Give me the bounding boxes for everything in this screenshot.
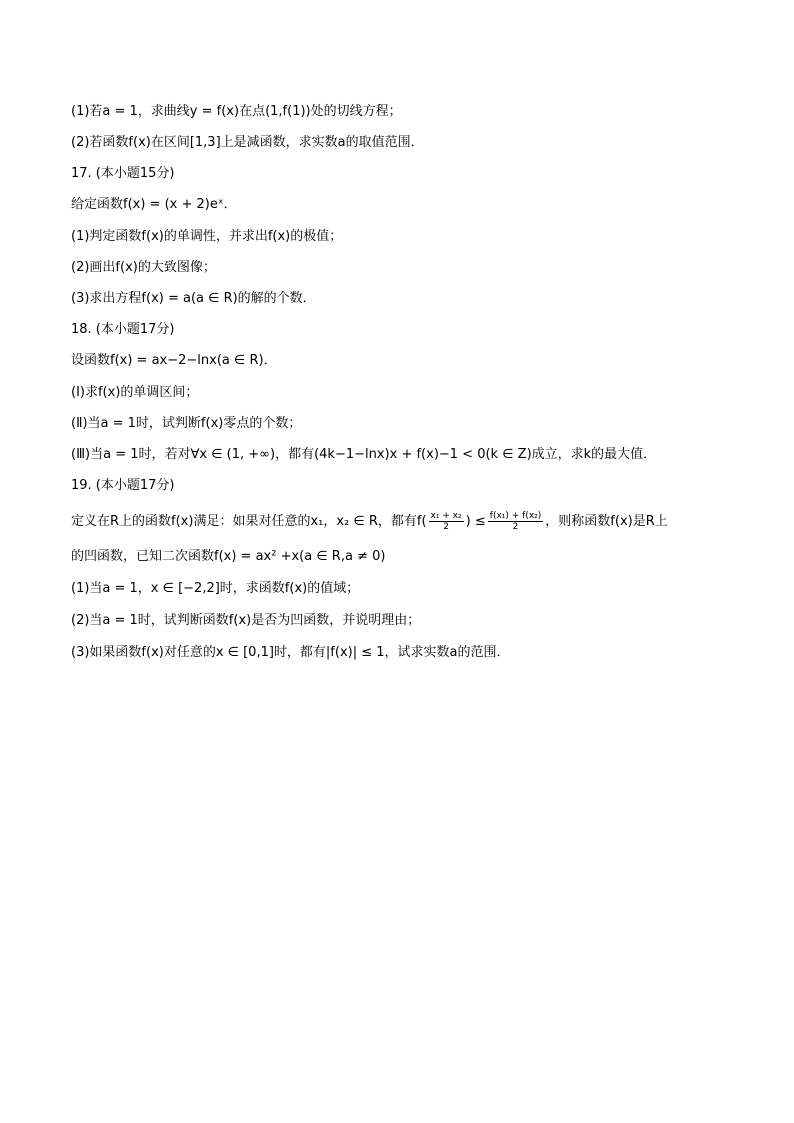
q18-part1: (Ⅰ)求f(x)的单调区间； — [71, 385, 199, 400]
q19-part2: (2)当a = 1时，试判断函数f(x)是否为凹函数，并说明理由； — [71, 613, 421, 628]
q17-header: 17. (本小题15分) — [71, 166, 175, 181]
q16-part2: (2)若函数f(x)在区间[1,3]上是减函数，求实数a的取值范围． — [71, 135, 424, 150]
fraction-numerator: f(x₁) + f(x₂) — [489, 511, 542, 521]
q16-part1: (1)若a = 1，求曲线y = f(x)在点(1,f(1))处的切线方程； — [71, 104, 402, 119]
fraction-denominator: 2 — [443, 522, 449, 532]
q19-part1: (1)当a = 1，x ∈ [−2,2]时，求函数f(x)的值域； — [71, 581, 360, 596]
fraction-denominator: 2 — [512, 522, 519, 532]
q18-stem: 设函数f(x) = ax−2−lnx(a ∈ R)． — [71, 353, 277, 368]
fraction-average — [488, 511, 544, 532]
q19-def-suffix: ，则称函数f(x)是R上 — [545, 514, 668, 529]
q17-part3: (3)求出方程f(x) = a(a ∈ R)的解的个数． — [71, 291, 316, 306]
q18-header: 18. (本小题17分) — [71, 322, 175, 337]
q19-def-prefix: 定义在R上的函数f(x)满足：如果对任意的x₁，x₂ ∈ R，都有f( — [71, 514, 427, 529]
q18-part2: (Ⅱ)当a = 1时，试判断f(x)零点的个数； — [71, 416, 302, 431]
fraction-numerator: x₁ + x₂ — [430, 511, 462, 521]
q17-part1: (1)判定函数f(x)的单调性，并求出f(x)的极值； — [71, 229, 343, 244]
fraction-midpoint — [429, 511, 464, 532]
q19-header: 19. (本小题17分) — [71, 478, 175, 493]
q19-definition-line2: 的凹函数，已知二次函数f(x) = ax² +x(a ∈ R,a ≠ 0) — [71, 549, 386, 564]
q19-part3: (3)如果函数f(x)对任意的x ∈ [0,1]时，都有|f(x)| ≤ 1，试求实数a的范围． — [71, 645, 510, 660]
q19-def-mid: ) ≤ — [465, 514, 486, 529]
q19-definition-line1 — [71, 511, 668, 532]
q17-stem: 给定函数f(x) = (x + 2)eˣ． — [71, 197, 237, 212]
q18-part3: (Ⅲ)当a = 1时，若对∀x ∈ (1, +∞)，都有(4k−1−lnx)x + f(x)−1 < 0(k ∈ Z)成立，求k的最大值． — [71, 447, 657, 462]
q17-part2: (2)画出f(x)的大致图像； — [71, 260, 216, 275]
